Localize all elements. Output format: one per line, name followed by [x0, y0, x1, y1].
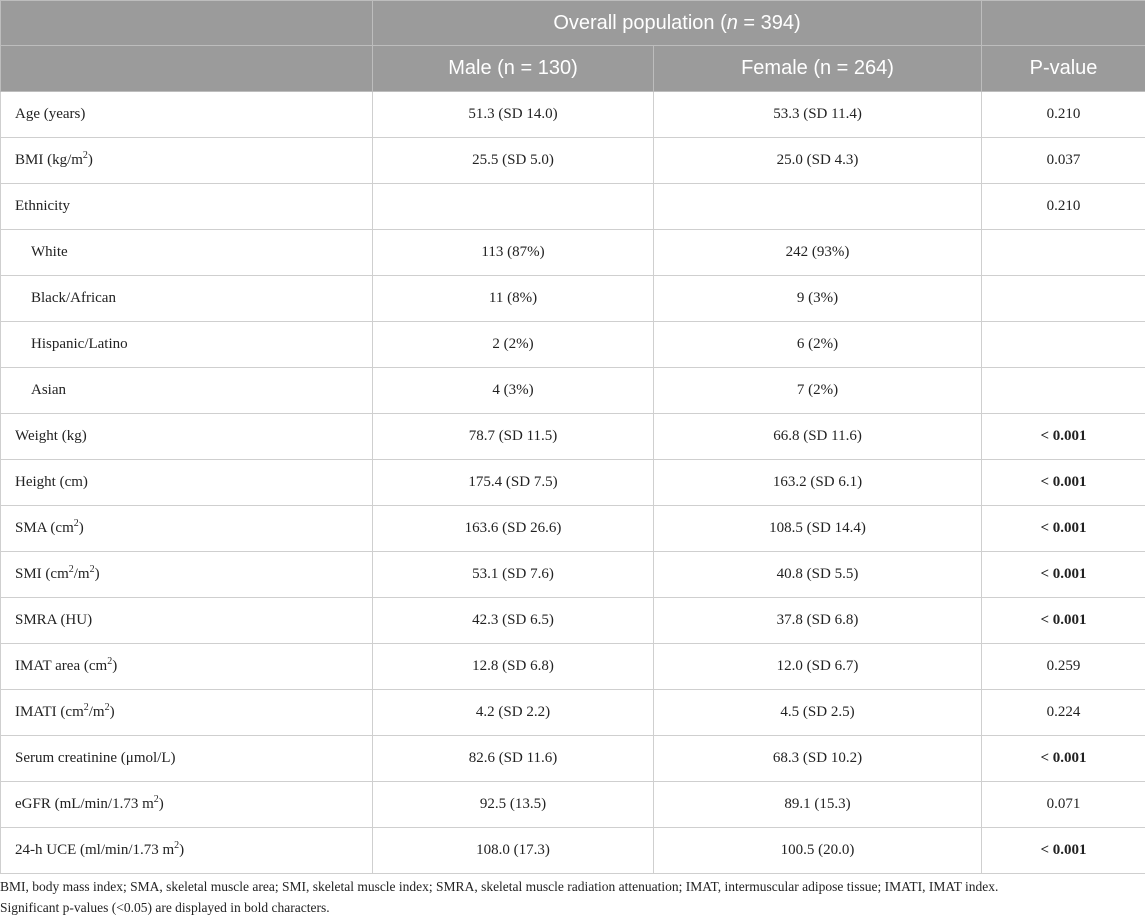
female-value: 9 (3%)	[654, 276, 982, 322]
row-label: Black/African	[1, 276, 373, 322]
p-value: 0.037	[982, 138, 1145, 184]
male-value	[373, 184, 654, 230]
row-label: eGFR (mL/min/1.73 $m^2$)	[1, 782, 373, 828]
table-row	[1, 138, 1145, 184]
row-label: Serum creatinine (μmol/L)	[1, 736, 373, 782]
header-overall-population: Overall population (n = 394)	[373, 1, 982, 46]
table-row	[1, 414, 1145, 460]
table-row	[1, 828, 1145, 874]
row-label: Asian	[1, 368, 373, 414]
table-row	[1, 92, 1145, 138]
p-value: 0.210	[982, 92, 1145, 138]
row-label: 24-h UCE (ml/min/1.73 $m^2$)	[1, 828, 373, 874]
row-label: Ethnicity	[1, 184, 373, 230]
female-value: 66.8 (SD 11.6)	[654, 414, 982, 460]
table-row	[1, 276, 1145, 322]
female-value: 100.5 (20.0)	[654, 828, 982, 874]
female-value: 6 (2%)	[654, 322, 982, 368]
table-row	[1, 552, 1145, 598]
male-value: 82.6 (SD 11.6)	[373, 736, 654, 782]
female-value: 163.2 (SD 6.1)	[654, 460, 982, 506]
table-row	[1, 736, 1145, 782]
table-row	[1, 230, 1145, 276]
p-value: < 0.001	[982, 414, 1145, 460]
p-value: 0.259	[982, 644, 1145, 690]
male-value: 53.1 (SD 7.6)	[373, 552, 654, 598]
header-male: Male (n = 130)	[373, 46, 654, 92]
table-row	[1, 322, 1145, 368]
male-value: 163.6 (SD 26.6)	[373, 506, 654, 552]
row-label: SMI $(cm^2/m^2)$	[1, 552, 373, 598]
male-value: 51.3 (SD 14.0)	[373, 92, 654, 138]
table-row	[1, 598, 1145, 644]
header-blank-label	[1, 46, 373, 92]
header-blank-right	[982, 1, 1145, 46]
female-value: 68.3 (SD 10.2)	[654, 736, 982, 782]
male-value: 4.2 (SD 2.2)	[373, 690, 654, 736]
footnote-significance: Significant p-values (<0.05) are displayed in bold characters.	[0, 897, 1140, 918]
male-value: 78.7 (SD 11.5)	[373, 414, 654, 460]
female-value: 89.1 (15.3)	[654, 782, 982, 828]
row-label: White	[1, 230, 373, 276]
female-value: 108.5 (SD 14.4)	[654, 506, 982, 552]
female-value: 53.3 (SD 11.4)	[654, 92, 982, 138]
female-value: 242 (93%)	[654, 230, 982, 276]
table-row	[1, 460, 1145, 506]
row-label: BMI $(kg/m^2)$	[1, 138, 373, 184]
table-row	[1, 368, 1145, 414]
p-value	[982, 368, 1145, 414]
male-value: 92.5 (13.5)	[373, 782, 654, 828]
row-label: Weight (kg)	[1, 414, 373, 460]
female-value: 25.0 (SD 4.3)	[654, 138, 982, 184]
p-value: < 0.001	[982, 460, 1145, 506]
header-blank-left	[1, 1, 373, 46]
female-value: 12.0 (SD 6.7)	[654, 644, 982, 690]
row-label: SMRA (HU)	[1, 598, 373, 644]
header-female: Female (n = 264)	[654, 46, 982, 92]
p-value: < 0.001	[982, 552, 1145, 598]
male-value: 2 (2%)	[373, 322, 654, 368]
table-row	[1, 644, 1145, 690]
p-value: 0.210	[982, 184, 1145, 230]
row-label: Age (years)	[1, 92, 373, 138]
table-row	[1, 782, 1145, 828]
row-label: Height (cm)	[1, 460, 373, 506]
female-value: 37.8 (SD 6.8)	[654, 598, 982, 644]
p-value	[982, 230, 1145, 276]
male-value: 11 (8%)	[373, 276, 654, 322]
p-value	[982, 322, 1145, 368]
p-value: < 0.001	[982, 598, 1145, 644]
female-value: 40.8 (SD 5.5)	[654, 552, 982, 598]
female-value: 7 (2%)	[654, 368, 982, 414]
row-label: SMA $(cm^2)$	[1, 506, 373, 552]
table-row	[1, 506, 1145, 552]
male-value: 108.0 (17.3)	[373, 828, 654, 874]
header-pvalue: P-value	[982, 46, 1145, 92]
female-value: 4.5 (SD 2.5)	[654, 690, 982, 736]
p-value: < 0.001	[982, 828, 1145, 874]
male-value: 4 (3%)	[373, 368, 654, 414]
male-value: 175.4 (SD 7.5)	[373, 460, 654, 506]
table-body	[1, 92, 1145, 874]
row-label: Hispanic/Latino	[1, 322, 373, 368]
table-row	[1, 690, 1145, 736]
table-row	[1, 184, 1145, 230]
male-value: 42.3 (SD 6.5)	[373, 598, 654, 644]
male-value: 25.5 (SD 5.0)	[373, 138, 654, 184]
p-value: < 0.001	[982, 736, 1145, 782]
row-label: IMAT area $(cm^2)$	[1, 644, 373, 690]
footnote-abbreviations: BMI, body mass index; SMA, skeletal muscle area; SMI, skeletal muscle index; SMRA, skeletal muscle radiation attenuation; IMAT, intermuscular adipose tissue; IMATI, IMAT index.	[0, 876, 1140, 897]
table-footnote	[0, 876, 1140, 918]
male-value: 12.8 (SD 6.8)	[373, 644, 654, 690]
row-label: IMATI $(cm^2/m^2)$	[1, 690, 373, 736]
p-value: 0.224	[982, 690, 1145, 736]
female-value	[654, 184, 982, 230]
male-value: 113 (87%)	[373, 230, 654, 276]
p-value: 0.071	[982, 782, 1145, 828]
p-value: < 0.001	[982, 506, 1145, 552]
p-value	[982, 276, 1145, 322]
